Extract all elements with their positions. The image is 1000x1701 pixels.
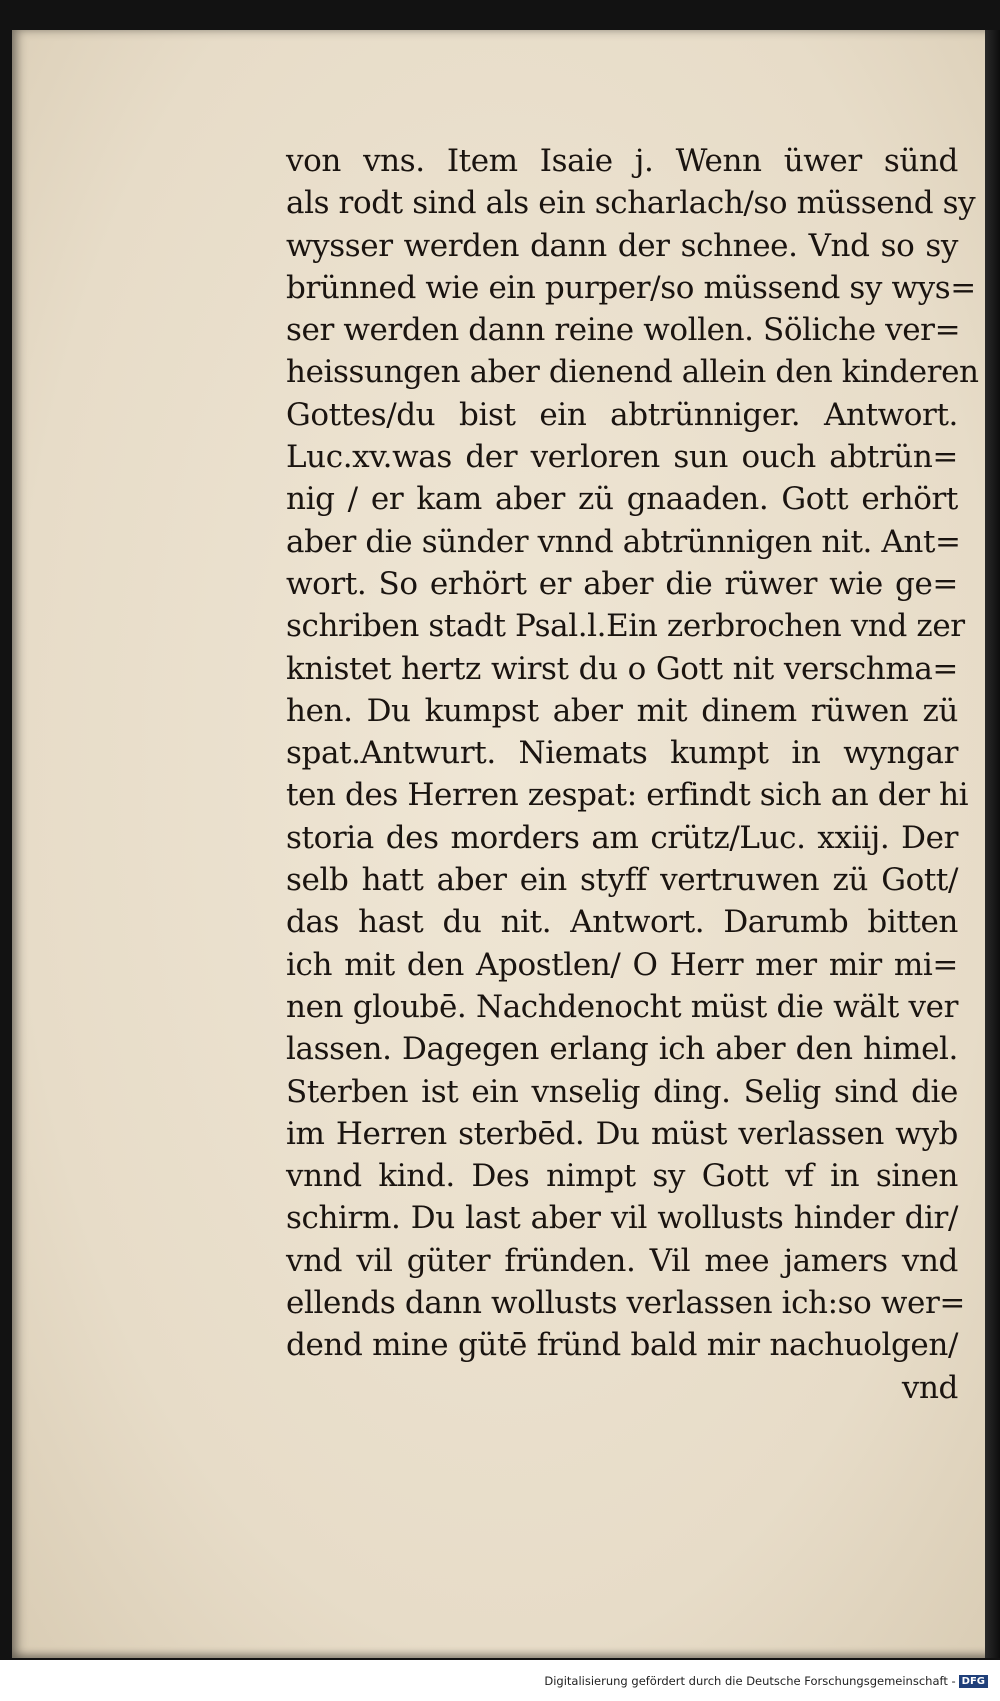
text-line: Luc.xv.was der verloren sun ouch abtrün= xyxy=(286,439,958,476)
text-line: Gottes/du bist ein abtrünniger. Antwort. xyxy=(286,396,958,433)
page-edge-shadow xyxy=(985,30,1000,1658)
text-line: vnnd kind. Des nimpt sy Gott vf in sinen xyxy=(286,1158,958,1195)
text-line: selb hatt aber ein styff vertruwen zü Gott/ xyxy=(286,862,958,899)
text-line: nen gloubē. Nachdenocht müst die wält ver xyxy=(286,988,958,1025)
text-line: das hast du nit. Antwort. Darumb bitten xyxy=(286,904,958,941)
footer-credit xyxy=(544,1674,988,1688)
text-line: wort. So erhört er aber die rüwer wie ge= xyxy=(286,565,958,602)
footer-bar xyxy=(0,1660,1000,1701)
text-line: schriben stadt Psal.l.Ein zerbrochen vnd zer xyxy=(286,608,965,645)
text-line: hen. Du kumpst aber mit dinem rüwen zü xyxy=(286,692,958,729)
text-line: brünned wie ein purper/so müssend sy wys= xyxy=(286,269,976,306)
text-line: von vns. Item Isaie j. Wenn üwer sünd xyxy=(286,143,958,179)
text-line: nig / er kam aber zü gnaaden. Gott erhört xyxy=(286,481,958,518)
text-line: Sterben ist ein vnselig ding. Selig sind die xyxy=(286,1073,958,1110)
page-text-block xyxy=(286,140,979,1409)
text-line: im Herren sterbēd. Du müst verlassen wyb xyxy=(286,1115,958,1152)
footer-credit-text: Digitalisierung gefördert durch die Deutsche Forschungsgemeinschaft - xyxy=(544,1674,956,1688)
text-line: lassen. Dagegen erlang ich aber den himel. xyxy=(286,1031,958,1068)
text-line: wysser werden dann der schnee. Vnd so sy xyxy=(286,227,958,264)
text-line: vnd vil güter fründen. Vil mee jamers vnd xyxy=(286,1242,958,1279)
text-line: ten des Herren zespat: erfindt sich an der hi xyxy=(286,777,969,814)
text-line: heissungen aber dienend allein den kinderen xyxy=(286,354,979,391)
text-line: knistet hertz wirst du o Gott nit verschma= xyxy=(286,650,958,687)
text-line: ellends dann wollusts verlassen ich:so wer= xyxy=(286,1285,965,1322)
text-line: spat.Antwurt. Niemats kumpt in wyngar xyxy=(286,735,958,772)
text-line: ich mit den Apostlen/ O Herr mer mir mi= xyxy=(286,946,958,983)
text-line: dend mine gütē fründ bald mir nachuolgen/ xyxy=(286,1327,958,1364)
text-line: storia des morders am crütz/Luc. xxiij. Der xyxy=(286,819,958,856)
catchword: vnd xyxy=(901,1369,958,1406)
text-line: ser werden dann reine wollen. Söliche ver= xyxy=(286,312,961,349)
dfg-logo: DFG xyxy=(959,1675,988,1688)
text-line: aber die sünder vnnd abtrünnigen nit. Ant= xyxy=(286,523,961,560)
text-line: als rodt sind als ein scharlach/so müssend sy xyxy=(286,185,976,222)
text-line: schirm. Du last aber vil wollusts hinder dir/ xyxy=(286,1200,958,1237)
